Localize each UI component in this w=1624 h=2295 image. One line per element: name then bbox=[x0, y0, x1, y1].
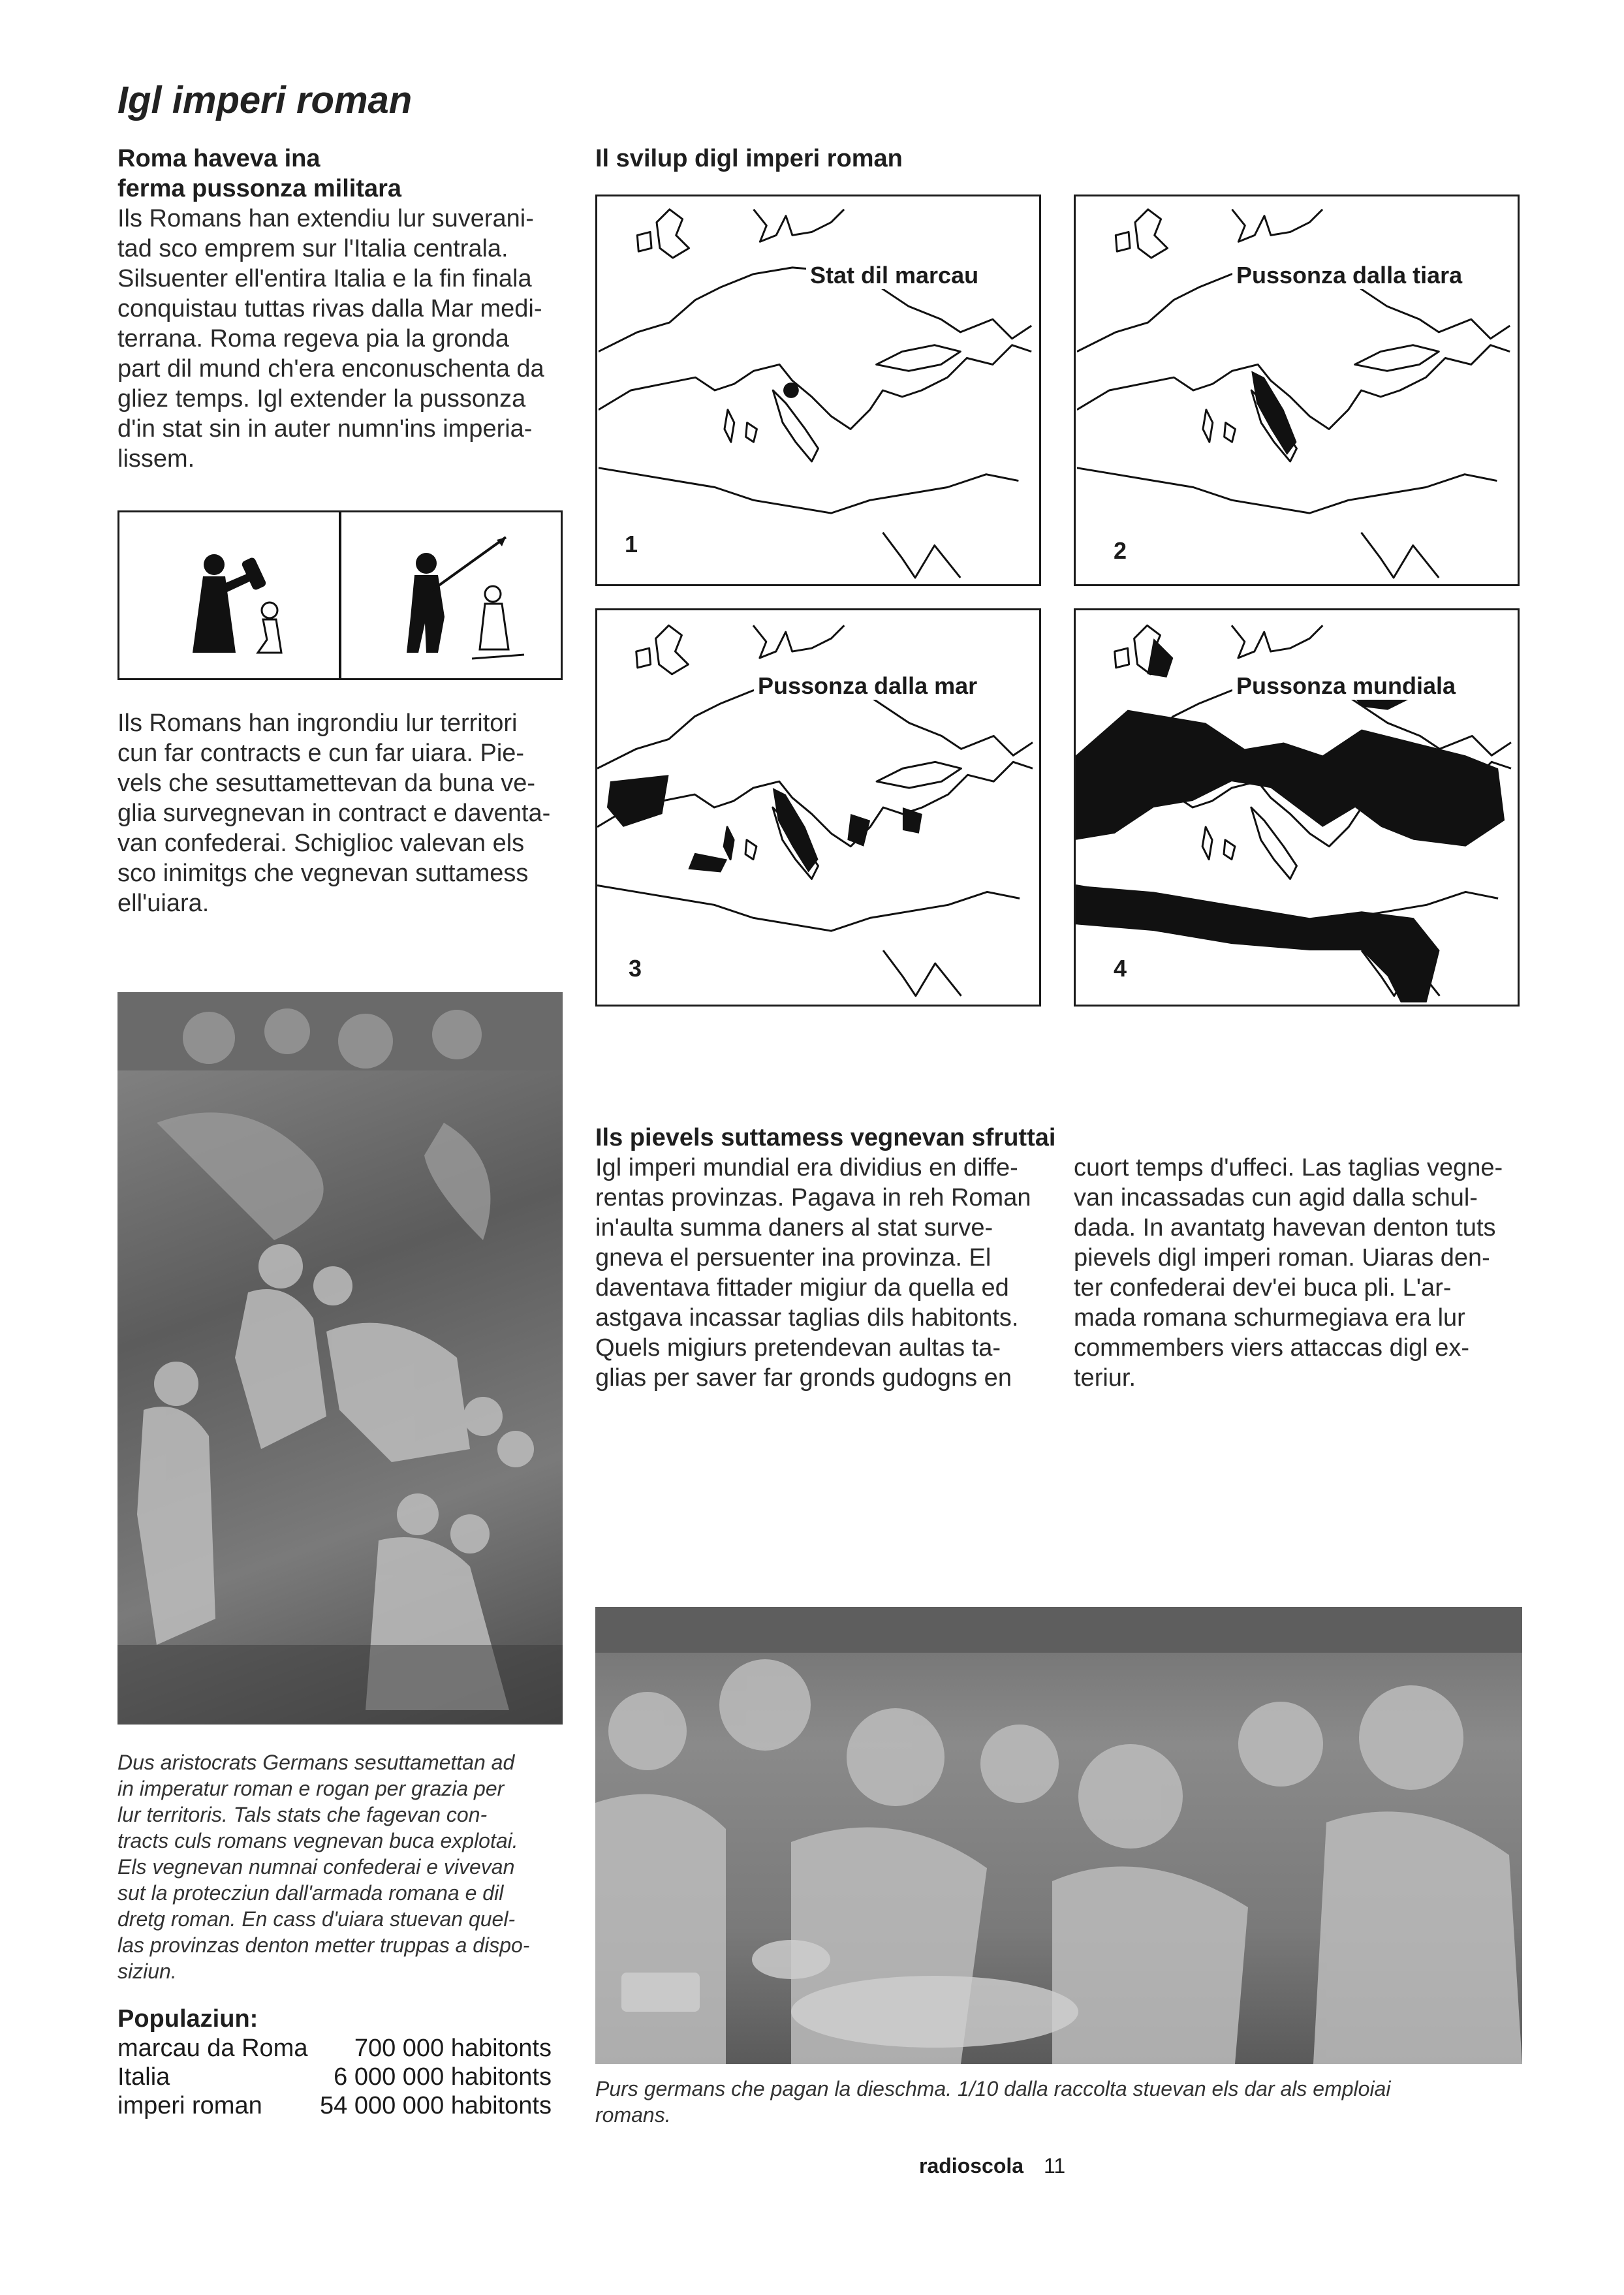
map-title: Stat dil marcau bbox=[806, 262, 982, 289]
text-line: gliez temps. Igl extender la pussonza bbox=[117, 385, 526, 413]
relief-illustration bbox=[117, 992, 563, 1725]
pictogram-illustration bbox=[119, 512, 561, 678]
population-heading: Populaziun: bbox=[117, 2005, 258, 2033]
map-number: 4 bbox=[1114, 955, 1127, 982]
map-outline bbox=[1076, 610, 1518, 1005]
text-line: vels che sesuttamettevan da buna ve- bbox=[117, 770, 536, 797]
text-line: astgava incassar taglias dils habitonts. bbox=[595, 1304, 1019, 1332]
text-line: conquistau tuttas rivas dalla Mar medi- bbox=[117, 295, 542, 322]
population-label: Italia bbox=[117, 2063, 170, 2091]
map-outline bbox=[1076, 196, 1518, 584]
page-number: 11 bbox=[1043, 2154, 1066, 2178]
war-pictogram-icon bbox=[407, 537, 524, 659]
map-title: Pussonza dalla mar bbox=[754, 672, 981, 700]
publication-name: radioscola bbox=[919, 2154, 1024, 2178]
relief-photo-tithe bbox=[595, 1607, 1522, 2064]
text-line: Ils Romans han ingrondiu lur territori bbox=[117, 710, 518, 737]
population-value: 700 000 habitonts bbox=[354, 2035, 552, 2062]
caption-line: lur territoris. Tals stats che fagevan con- bbox=[117, 1803, 488, 1826]
population-value: 54 000 000 habitonts bbox=[320, 2092, 552, 2119]
text-line: cun far contracts e cun far uiara. Pie- bbox=[117, 740, 525, 767]
caption-line: dretg roman. En cass d'uiara stuevan quel- bbox=[117, 1907, 516, 1931]
intro-heading-line1: Roma haveva ina bbox=[117, 145, 320, 172]
treaty-pictogram-icon bbox=[193, 554, 281, 653]
text-line: ter confederai dev'ei buca pli. L'ar- bbox=[1074, 1274, 1452, 1302]
intro-body bbox=[117, 204, 574, 474]
exploitation-heading: Ils pievels suttamess vegnevan sfruttai bbox=[595, 1124, 1056, 1151]
caption-line: siziun. bbox=[117, 1959, 177, 1983]
population-label: marcau da Roma bbox=[117, 2035, 308, 2062]
map-sea-power bbox=[595, 608, 1041, 1007]
population-label: imperi roman bbox=[117, 2092, 262, 2119]
treaty-section bbox=[117, 708, 574, 918]
population-row bbox=[117, 2034, 574, 2063]
map-number: 2 bbox=[1114, 537, 1127, 564]
text-line: gneva el persuenter ina provinza. El bbox=[595, 1244, 992, 1272]
map-land-power bbox=[1074, 195, 1520, 586]
caption-line: Els vegnevan numnai confederai e vivevan bbox=[117, 1855, 515, 1879]
intro-section bbox=[117, 144, 574, 474]
text-line: rentas provinzas. Pagava in reh Roman bbox=[595, 1184, 1031, 1211]
page-footer bbox=[919, 2154, 1065, 2178]
caption-emperor bbox=[117, 1749, 574, 1984]
text-line: d'in stat sin in auter numn'ins imperia- bbox=[117, 415, 533, 443]
text-line: daventava fittader migiur da quella ed bbox=[595, 1274, 1009, 1302]
caption-line: sut la protecziun dall'armada romana e dil bbox=[117, 1881, 504, 1905]
relief-illustration bbox=[595, 1607, 1522, 2064]
text-line: dada. In avantatg havevan denton tuts bbox=[1074, 1214, 1496, 1241]
map-number: 1 bbox=[625, 531, 638, 557]
map-title: Pussonza dalla tiara bbox=[1232, 262, 1466, 289]
text-line: pievels digl imperi roman. Uiaras den- bbox=[1074, 1244, 1490, 1272]
pictogram-box bbox=[117, 510, 563, 680]
text-line: mada romana schurmegiava era lur bbox=[1074, 1304, 1465, 1332]
text-line: terrana. Roma regeva pia la gronda bbox=[117, 325, 509, 352]
caption-line: tracts culs romans vegnevan buca explotai. bbox=[117, 1829, 518, 1852]
text-line: cuort temps d'uffeci. Las taglias vegne- bbox=[1074, 1154, 1503, 1181]
caption-line: in imperatur roman e rogan per grazia per bbox=[117, 1777, 505, 1800]
caption-line: Purs germans che pagan la dieschma. 1/10 dalla raccolta stuevan els dar als emploiai bbox=[595, 2077, 1391, 2100]
page-title: Igl imperi roman bbox=[117, 79, 413, 121]
text-line: ell'uiara. bbox=[117, 890, 210, 917]
text-line: lissem. bbox=[117, 445, 195, 473]
map-outline bbox=[597, 610, 1039, 1005]
text-line: commembers viers attaccas digl ex- bbox=[1074, 1334, 1470, 1362]
text-line: tad sco emprem sur l'Italia centrala. bbox=[117, 235, 508, 262]
text-line: part dil mund ch'era enconuschenta da bbox=[117, 355, 544, 382]
population-table bbox=[117, 2004, 574, 2120]
population-value: 6 000 000 habitonts bbox=[334, 2063, 552, 2091]
exploitation-section bbox=[595, 1123, 1522, 1392]
text-line: van incassadas cun agid dalla schul- bbox=[1074, 1184, 1478, 1211]
exploitation-column-2 bbox=[1074, 1153, 1524, 1393]
map-title: Pussonza mundiala bbox=[1232, 672, 1460, 700]
text-line: sco inimitgs che vegnevan suttamess bbox=[117, 860, 529, 887]
population-row bbox=[117, 2091, 574, 2120]
caption-tithe bbox=[595, 2076, 1522, 2128]
map-outline bbox=[597, 196, 1039, 584]
text-line: Silsuenter ell'entira Italia e la fin finala bbox=[117, 265, 532, 292]
caption-line: las provinzas denton metter truppas a dispo- bbox=[117, 1933, 530, 1957]
map-city-state bbox=[595, 195, 1041, 586]
population-row bbox=[117, 2063, 574, 2091]
text-line: in'aulta summa daners al stat surve- bbox=[595, 1214, 993, 1241]
text-line: van confederai. Schiglioc valevan els bbox=[117, 830, 525, 857]
exploitation-column-1 bbox=[595, 1153, 1046, 1393]
text-line: glia survegnevan in contract e daventa- bbox=[117, 800, 551, 827]
maps-heading: Il svilup digl imperi roman bbox=[595, 145, 903, 172]
relief-photo-emperor bbox=[117, 992, 563, 1725]
map-world-power bbox=[1074, 608, 1520, 1007]
text-line: glias per saver far gronds gudogns en bbox=[595, 1364, 1012, 1392]
text-line: Ils Romans han extendiu lur suverani- bbox=[117, 205, 534, 232]
text-line: Quels migiurs pretendevan aultas ta- bbox=[595, 1334, 1001, 1362]
text-line: Igl imperi mundial era dividius en diffe- bbox=[595, 1154, 1018, 1181]
text-line: teriur. bbox=[1074, 1364, 1136, 1392]
intro-heading-line2: ferma pussonza militara bbox=[117, 175, 402, 202]
map-number: 3 bbox=[629, 955, 642, 982]
caption-line: romans. bbox=[595, 2103, 671, 2127]
caption-line: Dus aristocrats Germans sesuttamettan ad bbox=[117, 1751, 515, 1774]
